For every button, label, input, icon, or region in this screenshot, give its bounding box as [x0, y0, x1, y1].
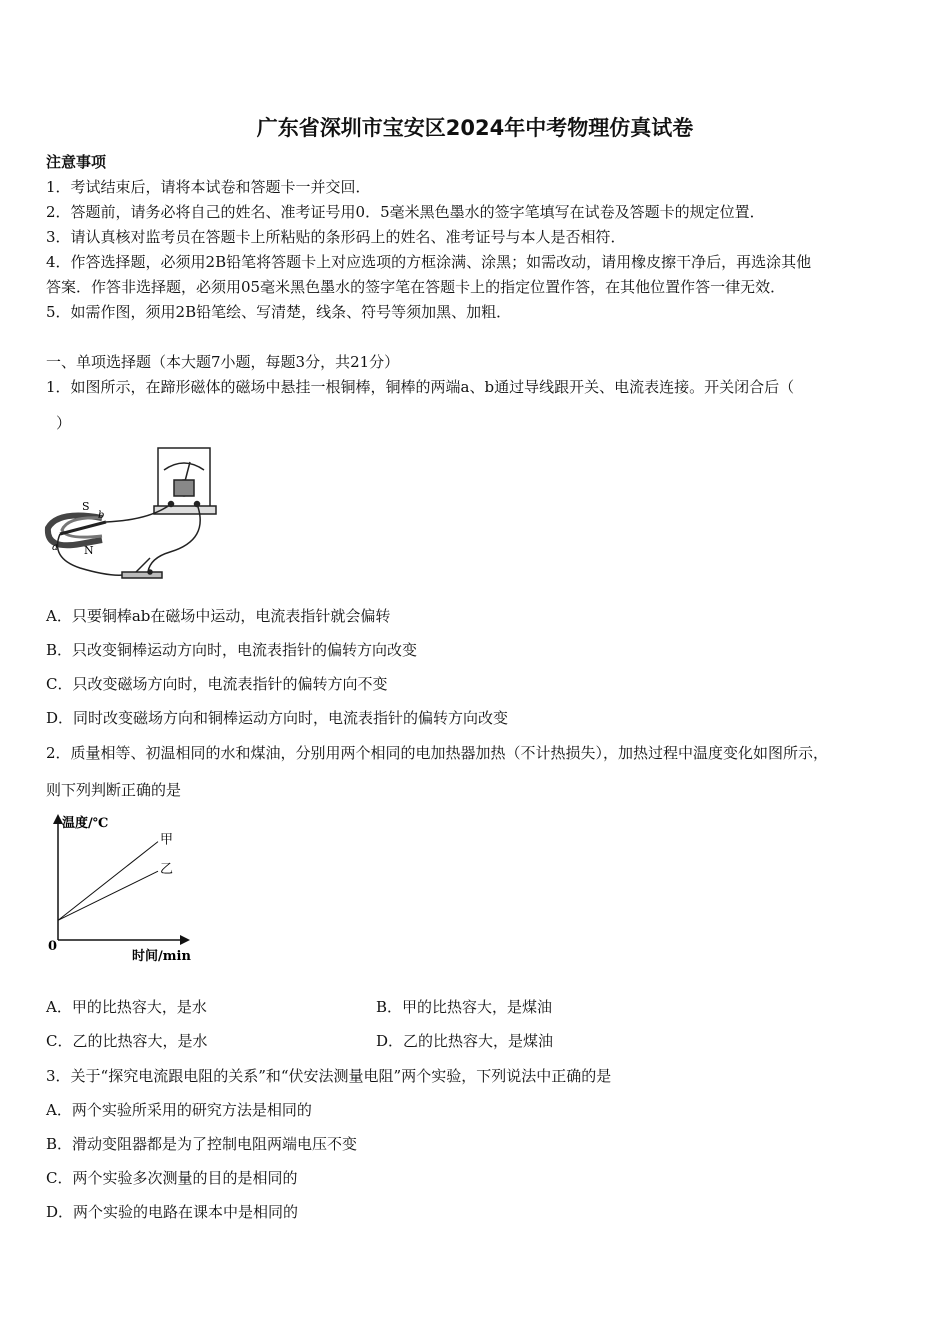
- q2-option-c: C．乙的比热容大，是水: [46, 1032, 208, 1050]
- x-axis-arrow-icon: [180, 935, 190, 945]
- magnet-pole-s: S: [82, 500, 90, 513]
- series-label-jia: 甲: [160, 832, 174, 848]
- q1-option-d: D．同时改变磁场方向和铜棒运动方向时，电流表指针的偏转方向改变: [46, 709, 509, 727]
- series-line-jia: [58, 842, 158, 921]
- rod-end-a: a: [52, 542, 58, 553]
- q3-option-d: D．两个实验的电路在课本中是相同的: [46, 1203, 299, 1221]
- q2-option-d: D．乙的比热容大，是煤油: [376, 1032, 554, 1050]
- y-axis-label: 温度/℃: [62, 816, 109, 831]
- switch-icon: [122, 572, 162, 578]
- q3-option-a: A．两个实验所采用的研究方法是相同的: [46, 1101, 312, 1119]
- q2-stem-2: 则下列判断正确的是: [46, 781, 182, 799]
- note-line: 1．考试结束后，请将本试卷和答题卡一并交回．: [46, 178, 371, 196]
- q3-option-b: B．滑动变阻器都是为了控制电阻两端电压不变: [46, 1135, 358, 1153]
- q2-option-b: B．甲的比热容大，是煤油: [376, 998, 553, 1016]
- rod-end-b: b: [98, 510, 105, 521]
- q2-option-a: A．甲的比热容大，是水: [46, 998, 207, 1016]
- q1-option-a: A．只要铜棒ab在磁场中运动，电流表指针就会偏转: [46, 607, 391, 625]
- x-axis-label: 时间/min: [132, 949, 191, 964]
- q2-stem: 2．质量相等、初温相同的水和煤油，分别用两个相同的电加热器加热（不计热损失），加热过程中温度变化如图所示，: [46, 744, 829, 762]
- q1-circuit-figure: [40, 440, 230, 590]
- q3-option-c: C．两个实验多次测量的目的是相同的: [46, 1169, 298, 1187]
- q1-stem-close: ）: [56, 414, 72, 432]
- magnet-pole-n: N: [84, 544, 94, 557]
- series-label-yi: 乙: [160, 862, 174, 878]
- series-line-yi: [58, 871, 158, 920]
- origin-label: 0: [48, 939, 58, 954]
- note-line: 5．如需作图，须用2B铅笔绘、写清楚，线条、符号等须加黑、加粗．: [46, 303, 512, 321]
- galvanometer-icon: [158, 448, 210, 508]
- section-heading: 一、单项选择题（本大题7小题，每题3分，共21分）: [46, 353, 400, 371]
- q1-option-b: B．只改变铜棒运动方向时，电流表指针的偏转方向改变: [46, 641, 418, 659]
- note-line: 2．答题前，请务必将自己的姓名、准考证号用0．5毫米黑色墨水的签字笔填写在试卷及答题卡的规定位置．: [46, 203, 765, 221]
- notes-heading: 注意事项: [46, 153, 107, 171]
- q1-stem: 1．如图所示，在蹄形磁体的磁场中悬挂一根铜棒，铜棒的两端a、b通过导线跟开关、电流表连接。开关闭合后（: [46, 378, 795, 396]
- page-title: 广东省深圳市宝安区2024年中考物理仿真试卷: [256, 116, 694, 140]
- note-line: 4．作答选择题，必须用2B铅笔将答题卡上对应选项的方框涂满、涂黑；如需改动，请用橡皮擦干净后，再选涂其他: [46, 253, 812, 271]
- q1-option-c: C．只改变磁场方向时，电流表指针的偏转方向不变: [46, 675, 388, 693]
- q2-temperature-chart: [40, 810, 220, 970]
- note-line: 3．请认真核对监考员在答题卡上所粘贴的条形码上的姓名、准考证号与本人是否相符．: [46, 228, 626, 246]
- q3-stem: 3．关于“探究电流跟电阻的关系”和“伏安法测量电阻”两个实验，下列说法中正确的是: [46, 1067, 612, 1085]
- note-line: 答案．作答非选择题，必须用05毫米黑色墨水的签字笔在答题卡上的指定位置作答，在其他位置作答一律无效．: [46, 278, 786, 296]
